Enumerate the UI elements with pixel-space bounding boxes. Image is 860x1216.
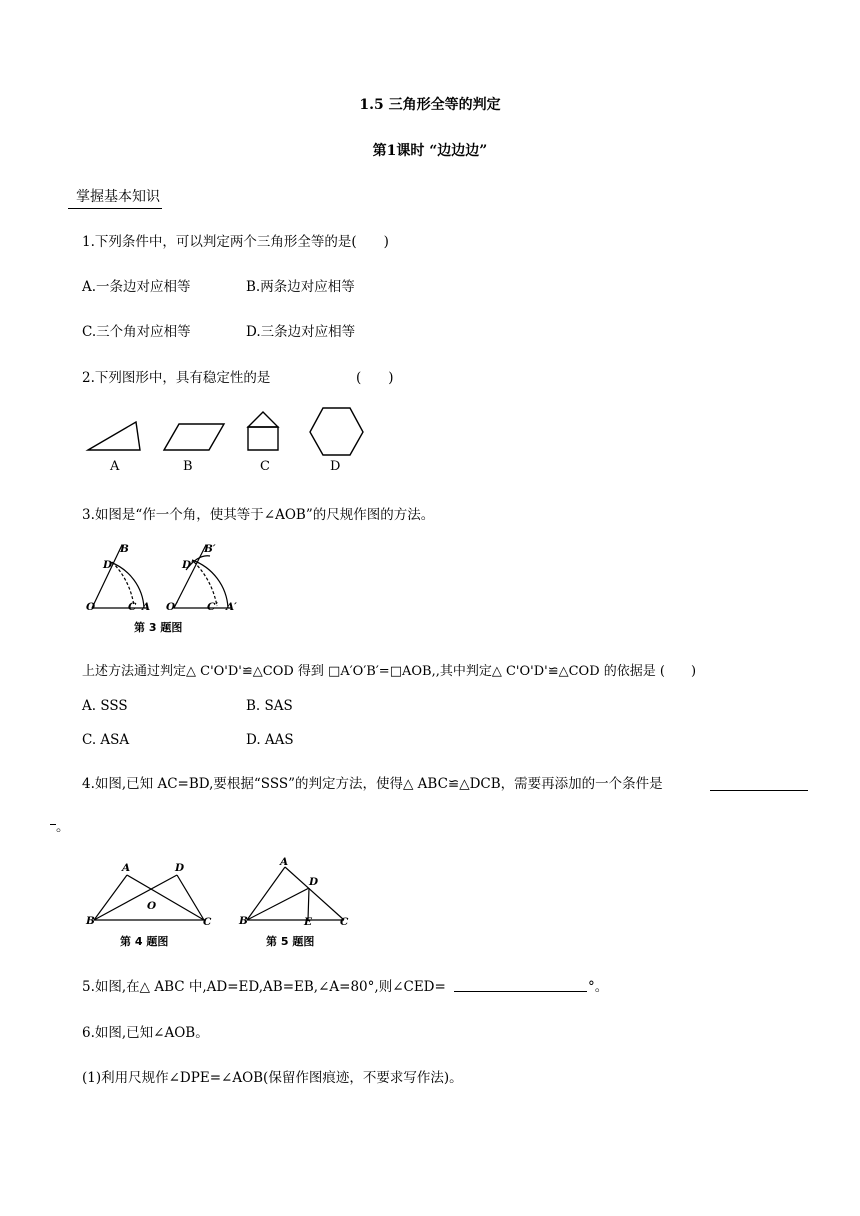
section-heading: 掌握基本知识	[68, 186, 162, 209]
house-roof-shape	[248, 412, 278, 427]
page-title: 1.5 三角形全等的判定	[359, 97, 501, 113]
fig4-label-b: B	[86, 915, 95, 927]
fig5-label-b: B	[239, 915, 248, 927]
question-1-option-d: D.三条边对应相等	[246, 324, 356, 340]
question-5-stem: 5.如图,在△ ABC 中,AD=ED,AB=EB,∠A=80°,则∠CED=	[82, 979, 446, 995]
fig4-caption: 第 4 题图	[120, 935, 169, 948]
question-1-option-a: A.一条边对应相等	[82, 279, 191, 295]
fig3-caption: 第 3 题图	[134, 621, 183, 634]
fig4-label-d: D	[175, 862, 185, 874]
question-3-option-a: A. SSS	[82, 698, 128, 714]
question-3-option-d: D. AAS	[246, 732, 294, 748]
parallelogram-shape	[164, 424, 224, 450]
question-5-answer-blank[interactable]	[454, 991, 587, 992]
fig5-label-e: E	[304, 916, 313, 928]
question-1-option-b: B.两条边对应相等	[246, 279, 355, 295]
fig3-label-c-prime: C′	[207, 601, 219, 613]
fig3-label-a-prime: A′	[226, 601, 237, 613]
fig5-label-d: D	[309, 876, 319, 888]
question-1-option-c: C.三个角对应相等	[82, 324, 191, 340]
fig4-label-a: A	[122, 862, 131, 874]
question-3-stem: 3.如图是“作一个角，使其等于∠AOB”的尺规作图的方法。	[82, 507, 435, 523]
shape-label-a: A	[110, 459, 120, 474]
question-4-answer-blank[interactable]	[710, 790, 808, 791]
page-subtitle: 第1课时 “边边边”	[372, 143, 488, 159]
fig4-label-o: O	[147, 900, 157, 912]
question-2-answer-paren: ( )	[356, 370, 394, 386]
question-4-tail: 。	[56, 819, 70, 835]
fig4-label-c: C	[203, 916, 212, 928]
question-3-option-b: B. SAS	[246, 698, 293, 714]
fig3-label-a: A	[142, 601, 151, 613]
shape-label-c: C	[260, 459, 270, 474]
question-1-stem: 1.下列条件中，可以判定两个三角形全等的是( )	[82, 234, 389, 250]
triangle-shape	[88, 422, 140, 450]
question-3-text: 上述方法通过判定△ C'O'D'≌△COD 得到 □A′O′B′=□AOB,,其中判定△ C'O'D'≌△COD 的依据是 ( )	[82, 664, 697, 679]
hexagon-shape	[310, 408, 363, 455]
fig3-label-o: O	[86, 601, 96, 613]
shape-label-b: B	[183, 459, 193, 474]
fig3-label-o-prime: O′	[166, 601, 178, 613]
question-3-option-c: C. ASA	[82, 732, 130, 748]
question-6-part-1: (1)利用尺规作∠DPE=∠AOB(保留作图痕迹，不要求写作法)。	[82, 1070, 463, 1086]
fig3-label-b-prime: B′	[204, 543, 216, 555]
question-3-figure	[82, 540, 252, 640]
house-square-shape	[248, 427, 278, 450]
question-5-tail: °。	[588, 979, 609, 995]
question-2-stem: 2.下列图形中，具有稳定性的是	[82, 370, 271, 386]
fig5-label-c: C	[340, 916, 349, 928]
shape-label-d: D	[330, 459, 341, 474]
fig5-label-a: A	[280, 856, 289, 868]
question-4-5-figures	[82, 855, 372, 955]
question-2-figure	[80, 400, 380, 480]
fig3-label-d-prime: D′	[182, 559, 194, 571]
fig3-label-b: B	[120, 543, 129, 555]
question-6-stem: 6.如图,已知∠AOB。	[82, 1025, 209, 1041]
fig3-label-d: D	[103, 559, 113, 571]
fig3-label-c: C	[128, 601, 137, 613]
question-4-stem: 4.如图,已知 AC=BD,要根据“SSS”的判定方法，使得△ ABC≌△DCB，需要再添加的一个条件是	[82, 776, 663, 792]
fig5-caption: 第 5 题图	[266, 935, 315, 948]
